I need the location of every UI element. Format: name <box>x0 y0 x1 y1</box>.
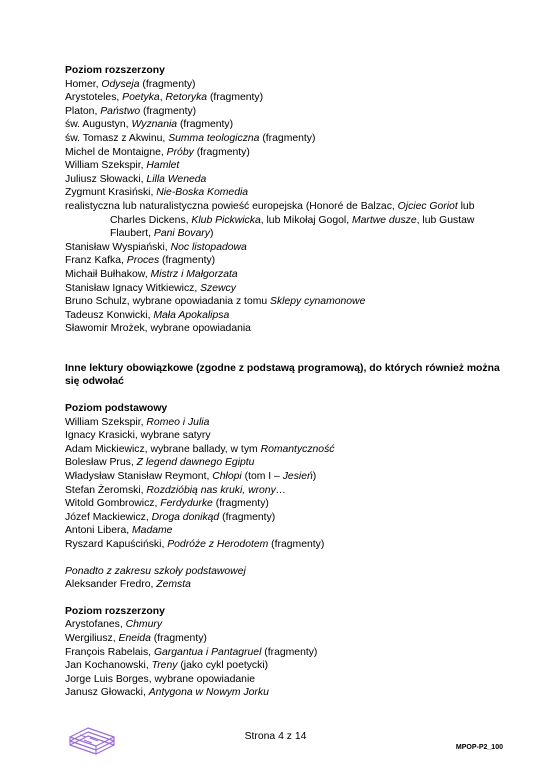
item-text: Adam Mickiewicz, wybrane ballady, w tym <box>65 443 261 455</box>
reading-list-extended-1 <box>65 78 505 336</box>
item-text: Michaił Bułhakow, <box>65 268 151 280</box>
reading-list-item <box>65 295 505 309</box>
reading-list-item <box>65 309 505 323</box>
work-title: Summa teologiczna <box>168 132 260 144</box>
work-title: Chłopi <box>212 471 242 483</box>
work-title: Treny <box>151 660 178 672</box>
work-title: Eneida <box>118 632 151 644</box>
item-text: (tom I – <box>241 471 283 483</box>
item-text: Jan Kochanowski, <box>65 660 152 672</box>
item-text: Jorge Luis Borges, wybrane opowiadanie <box>65 673 256 685</box>
item-text: Michel de Montaigne, <box>65 146 167 158</box>
primary-school-note: Ponadto z zakresu szkoły podstawowej <box>65 565 246 577</box>
reading-list-item <box>65 416 505 430</box>
work-title: Droga donikąd <box>151 511 220 523</box>
reading-list-item <box>65 429 505 443</box>
reading-list-item <box>65 118 505 132</box>
reading-list-item <box>65 254 505 268</box>
work-title: Państwo <box>100 105 141 117</box>
item-text: Platon, <box>65 105 101 117</box>
reading-list-item <box>65 659 505 673</box>
item-text: (fragmenty) <box>159 255 216 267</box>
item-text: Arystofanes, <box>65 619 126 631</box>
page-content <box>65 64 505 700</box>
item-text: Antoni Libera, <box>65 525 133 537</box>
work-title: Madame <box>132 525 173 537</box>
work-title: Sklepy cynamonowe <box>270 296 366 308</box>
work-title: Poetyka <box>122 92 160 104</box>
work-title: Ojciec Goriot <box>397 200 458 212</box>
reading-list-item <box>65 686 505 700</box>
work-title: Hamlet <box>146 160 180 172</box>
work-title: Proces <box>126 255 160 267</box>
item-text: (fragmenty) <box>219 511 276 523</box>
item-text: , <box>159 92 166 104</box>
work-title: Szewcy <box>200 282 236 294</box>
item-text: (fragmenty) <box>261 646 318 658</box>
item-text: Ignacy Krasicki, wybrane satyry <box>65 430 211 442</box>
work-title: Lilla Weneda <box>146 173 207 185</box>
work-title: Rozdzióbią nas kruki, wrony… <box>146 484 287 496</box>
reading-list-item <box>65 186 505 200</box>
work-title: Podróże z Herodotem <box>167 539 269 550</box>
reading-list-item <box>65 578 505 592</box>
item-text: Witold Gombrowicz, <box>65 498 161 510</box>
item-text: William Szekspir, <box>65 160 147 172</box>
item-text: (fragmenty) <box>259 132 316 144</box>
item-text: Janusz Głowacki, <box>65 687 149 699</box>
reading-list-item <box>65 511 505 525</box>
item-text: Stanisław Ignacy Witkiewicz, <box>65 282 201 294</box>
reading-list-item <box>65 443 505 457</box>
work-title: Mistrz i Małgorzata <box>150 268 238 280</box>
item-text: Bruno Schulz, wybrane opowiadania z tomu <box>65 296 271 308</box>
item-text: realistyczna lub naturalistyczna powieść europejska (Honoré de Balzac, <box>65 200 398 212</box>
other-readings-heading: Inne lektury obowiązkowe (zgodne z podstawą programową), do których również można się odwołać <box>65 362 500 388</box>
page-number: Strona 4 z 14 <box>244 731 307 742</box>
document-code: MPOP-P2_100 <box>455 744 503 751</box>
item-text: Tadeusz Konwicki, <box>65 309 154 321</box>
reading-list-item <box>65 78 505 92</box>
item-text: (fragmenty) <box>140 105 197 117</box>
item-text: Juliusz Słowacki, <box>65 173 147 185</box>
reading-list-item <box>65 524 505 538</box>
item-text: Bolesław Prus, <box>65 457 137 469</box>
item-text: (fragmenty) <box>150 632 207 644</box>
reading-list-basic <box>65 416 505 552</box>
reading-list-item <box>65 470 505 484</box>
work-title: Chmury <box>125 619 163 631</box>
reading-list-item <box>65 91 505 105</box>
reading-list-item <box>65 105 505 119</box>
item-text: Sławomir Mrożek, wybrane opowiadania <box>65 323 251 335</box>
work-title: Romeo i Julia <box>146 416 210 428</box>
item-text: Aleksander Fredro, <box>65 579 157 591</box>
section-heading-extended-2: Poziom rozszerzony <box>65 605 165 617</box>
reading-list-item <box>65 322 505 336</box>
item-text: William Szekspir, <box>65 416 147 428</box>
work-title: Zemsta <box>156 579 191 591</box>
work-title: Wyznania <box>131 119 178 131</box>
work-title: Gargantua i Pantagruel <box>153 646 262 658</box>
work-title: Antygona w Nowym Jorku <box>148 687 269 699</box>
work-title: Romantyczność <box>260 443 335 455</box>
item-text: (fragmenty) <box>268 539 325 550</box>
item-text: , lub Mikołaj Gogol, <box>260 214 352 226</box>
reading-list-item <box>65 282 505 296</box>
work-title: Noc listopadowa <box>170 241 247 253</box>
item-text: Wergiliusz, <box>65 632 119 644</box>
work-title: Ferdydurke <box>160 498 213 510</box>
item-text: Władysław Stanisław Reymont, <box>65 471 213 483</box>
item-text: ) <box>209 228 214 240</box>
item-text: Franz Kafka, <box>65 255 127 267</box>
work-title: Z legend dawnego Egiptu <box>136 457 255 469</box>
item-text: , lub Gustaw Flaubert, <box>110 214 475 240</box>
reading-list-item <box>65 132 505 146</box>
item-text: (fragmenty) <box>177 119 234 131</box>
item-text: (fragmenty) <box>207 92 264 104</box>
reading-list-item <box>65 200 505 241</box>
work-title: Próby <box>166 146 194 158</box>
item-text: (jako cykl poetycki) <box>177 660 269 672</box>
item-text: Arystoteles, <box>65 92 123 104</box>
work-title: Nie-Boska Komedia <box>156 187 249 199</box>
item-text: (fragmenty) <box>139 78 196 90</box>
reading-list-item <box>65 632 505 646</box>
item-text: Zygmunt Krasiński, <box>65 187 157 199</box>
item-text: lub Charles Dickens, <box>110 200 475 226</box>
work-title: Klub Pickwicka <box>191 214 261 226</box>
work-title: Pani Bovary <box>153 228 210 240</box>
reading-list-extended-2 <box>65 618 505 700</box>
work-title: Martwe dusze <box>351 214 417 226</box>
reading-list-item <box>65 497 505 511</box>
section-heading-extended-1: Poziom rozszerzony <box>65 65 165 76</box>
work-title: Retoryka <box>165 92 208 104</box>
reading-list-primary-school <box>65 578 505 592</box>
reading-list-item <box>65 268 505 282</box>
item-text: św. Tomasz z Akwinu, <box>65 132 169 144</box>
section-heading-basic: Poziom podstawowy <box>65 403 168 415</box>
item-text: ) <box>312 471 317 483</box>
item-text: Ryszard Kapuściński, <box>65 539 168 550</box>
work-title: Odyseja <box>101 78 140 90</box>
reading-list-item <box>65 146 505 160</box>
reading-list-item <box>65 456 505 470</box>
reading-list-item <box>65 484 505 498</box>
reading-list-item <box>65 173 505 187</box>
reading-list-item <box>65 646 505 660</box>
item-text: (fragmenty) <box>212 498 269 510</box>
item-text: François Rabelais, <box>65 646 154 658</box>
reading-list-item <box>65 618 505 632</box>
item-text: św. Augustyn, <box>65 119 132 131</box>
item-text: Józef Mackiewicz, <box>65 511 152 523</box>
work-title: Mała Apokalipsa <box>153 309 230 321</box>
item-text: Stefan Żeromski, <box>65 484 147 496</box>
item-text: (fragmenty) <box>193 146 250 158</box>
reading-list-item <box>65 673 505 687</box>
reading-list-item <box>65 538 505 552</box>
item-text: Stanisław Wyspiański, <box>65 241 171 253</box>
work-title: Jesień <box>282 471 313 483</box>
reading-list-item <box>65 241 505 255</box>
reading-list-item <box>65 159 505 173</box>
item-text: Homer, <box>65 78 102 90</box>
